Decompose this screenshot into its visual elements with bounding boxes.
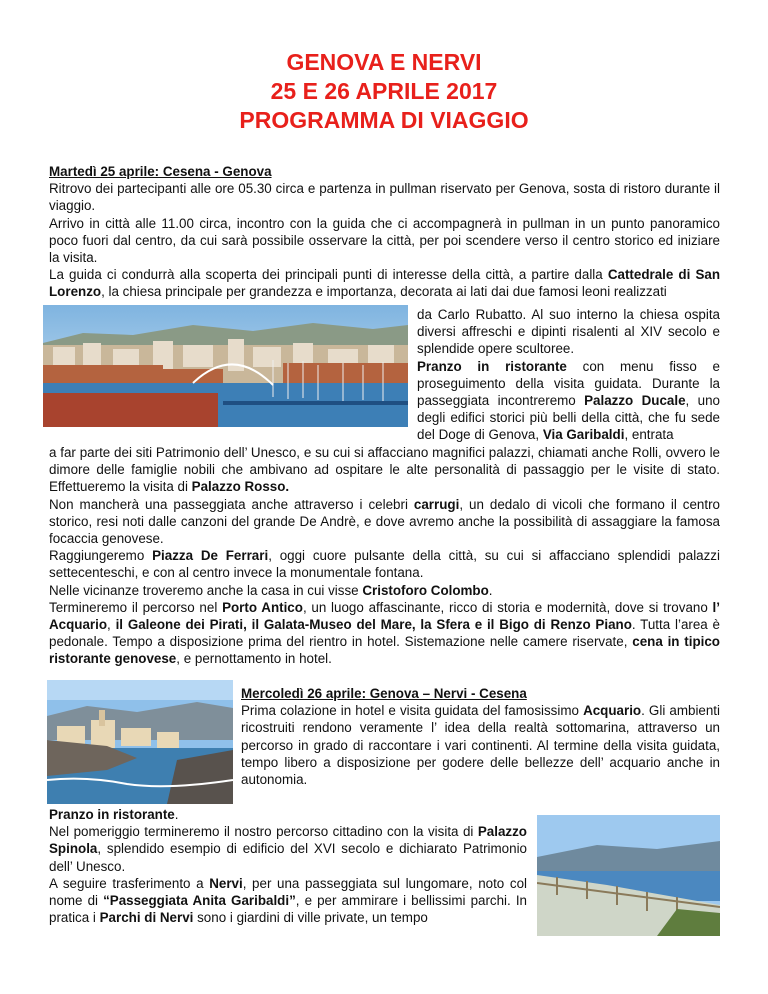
day1-continued bbox=[49, 444, 720, 668]
day1-paragraph-8: Termineremo il percorso nel Porto Antico, un luogo affascinante, ricco di storia e modernità, dove si trovano l’ Acquario, il Galeone dei Pirati, il Galata-Museo del Mare, la Sfera e il Bigo di Renzo Piano. Tutta l’area è pedonale. Tempo a disposizione prima del rientro in hotel. Sistemazione nelle camere riservate, cena in tipico ristorante genovese, e pernottamento in hotel. bbox=[49, 599, 720, 667]
title-line-1: GENOVA E NERVI bbox=[286, 49, 482, 75]
day2-heading: Mercoledì 26 aprile: Genova – Nervi - Cesena bbox=[241, 686, 527, 701]
nervi-promenade-photo bbox=[537, 815, 720, 936]
day1-lunch-text: Pranzo in ristorante con menu fisso e proseguimento della visita guidata. Durante la passeggiata incontreremo Palazzo Ducale, uno degli edifici storici più belli della città, che fu sede del Doge di Genova, Via Garibaldi, entrata bbox=[417, 358, 721, 443]
day2-paragraph-3: Nel pomeriggio termineremo il nostro percorso cittadino con la visita di Palazzo Spinola, splendido esempio di edificio del XVI secolo e dichiarato Patrimonio dell’ Unesco. bbox=[49, 824, 527, 874]
title-line-2: 25 E 26 APRILE 2017 bbox=[270, 78, 498, 104]
day1-paragraph-3: La guida ci condurrà alla scoperta dei principali punti di interesse della città, a partire dalla Cattedrale di San Lorenzo, la chiesa principale per grandezza e importanza, decorata ai lati dai due famosi leoni realizzati bbox=[49, 267, 721, 300]
day2-paragraph-1: Prima colazione in hotel e visita guidata del famosissimo Acquario. Gli ambienti ricostruiti rendono veramente l’ idea della realtà sottomarina, attraverso un percorso in grado di raccontare i vari continenti. Al termine della visita guidata, tempo libero a disposizione per godere delle bellezze dell’ acquario anche in autonomia. bbox=[241, 703, 721, 788]
day1-heading: Martedì 25 aprile: Cesena - Genova bbox=[49, 164, 272, 179]
day1-wrapped-text bbox=[417, 306, 720, 444]
day1-paragraph-7: Nelle vicinanze troveremo anche la casa in cui visse Cristoforo Colombo. bbox=[49, 582, 493, 598]
day1-intro bbox=[49, 163, 720, 301]
day1-cathedral-text: da Carlo Rubatto. Al suo interno la chiesa ospita diversi affreschi e dipinti risalenti al XIV secolo e splendide opere scultoree. bbox=[417, 307, 720, 357]
day1-paragraph-5: Non mancherà una passeggiata anche attraverso i celebri carrugi, un dedalo di vicoli che formano il centro storico, resi noti dalle canzoni del grande De Andrè, e dove avremo anche la possibilità di assaggiare la famosa focaccia genovese. bbox=[49, 496, 720, 547]
day2-lunch: Pranzo in ristorante. bbox=[49, 807, 179, 822]
day1-paragraph-4: a far parte dei siti Patrimonio dell’ Unesco, e su cui si affacciano magnifici palazzi, chiamati anche Rolli, ovvero le dimore delle famiglie nobili che ambivano ad ospitare le alte personalità di passaggio per le visite di stato. Effettueremo la visita di Palazzo Rosso. bbox=[49, 445, 720, 495]
day1-paragraph-2: Arrivo in città alle 11.00 circa, incontro con la guida che ci accompagnerà in pullman in un punto panoramico poco fuori dal centro, da cui sarà possibile osservare la città, per poi scendere verso il centro storico ed iniziare la visita. bbox=[49, 215, 720, 266]
nervi-coast-photo bbox=[47, 680, 233, 804]
day1-paragraph-1: Ritrovo dei partecipanti alle ore 05.30 circa e partenza in pullman riservato per Genova, sosta di ristoro durante il viaggio. bbox=[49, 181, 720, 214]
title-line-3: PROGRAMMA DI VIAGGIO bbox=[239, 107, 529, 133]
day2-intro bbox=[241, 685, 720, 788]
day2-paragraph-4: A seguire trasferimento a Nervi, per una passeggiata sul lungomare, noto col nome di “Passeggiata Anita Garibaldi”, e per ammirare i bellissimi parchi. In pratica i Parchi di Nervi sono i giardini di ville private, un tempo bbox=[49, 875, 527, 926]
day2-continued bbox=[49, 806, 527, 926]
day1-paragraph-6: Raggiungeremo Piazza De Ferrari, oggi cuore pulsante della città, su cui si affacciano splendidi palazzi settecenteschi, e con al centro invece la monumentale fontana. bbox=[49, 548, 720, 581]
genova-harbour-photo bbox=[43, 305, 408, 427]
